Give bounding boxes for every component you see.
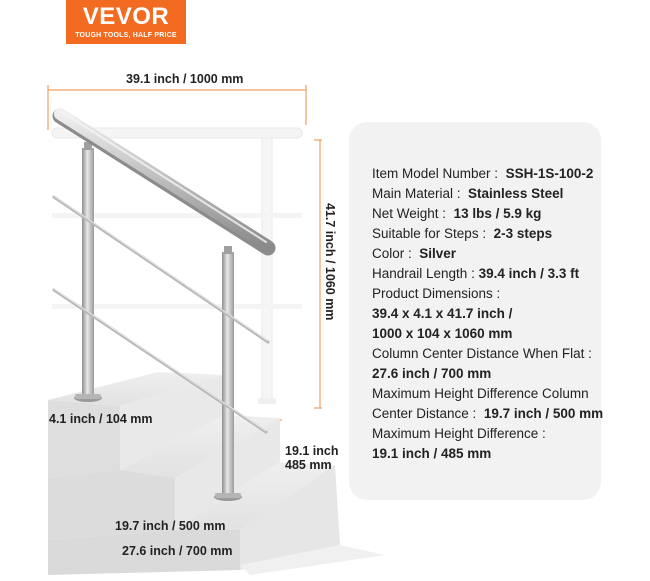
brand-name: VEVOR [82,3,170,30]
column-distance-label: 19.7 inch / 500 mm [115,519,226,533]
spec-column-flat-value: 27.6 inch / 700 mm [372,366,492,381]
spec-steps: Suitable for Steps : 2-3 steps [372,226,553,241]
spec-panel [349,122,604,500]
spec-material: Main Material : Stainless Steel [372,186,564,201]
height-dimension-label: 41.7 inch / 1060 mm [323,203,337,321]
spec-model: Item Model Number : SSH-1S-100-2 [372,166,594,181]
spec-max-height-label: Maximum Height Difference : [372,426,546,441]
spec-color: Color : Silver [372,246,457,261]
width-dimension-label: 39.1 inch / 1000 mm [126,72,244,86]
spec-max-height-column-label: Maximum Height Difference Column [372,386,589,401]
left-post [74,142,102,402]
spec-weight: Net Weight : 13 lbs / 5.9 kg [372,206,542,221]
spec-handrail: Handrail Length : 39.4 inch / 3.3 ft [372,266,580,281]
spec-center-distance: Center Distance : 19.7 inch / 500 mm [372,406,604,421]
base-dimension-label: 4.1 inch / 104 mm [49,412,153,426]
total-distance-label: 27.6 inch / 700 mm [122,544,233,558]
brand-tagline: TOUGH TOOLS, HALF PRICE [75,32,177,39]
spec-product-dimensions-line1: 39.4 x 4.1 x 41.7 inch / [372,306,513,321]
step-height-mm-label: 485 mm [285,458,332,472]
step-height-inch-label: 19.1 inch [285,444,339,458]
spec-product-dimensions-line2: 1000 x 104 x 1060 mm [372,326,513,341]
spec-product-dimensions-label: Product Dimensions : [372,286,501,301]
spec-column-flat-label: Column Center Distance When Flat : [372,346,592,361]
spec-max-height-value: 19.1 inch / 485 mm [372,446,492,461]
